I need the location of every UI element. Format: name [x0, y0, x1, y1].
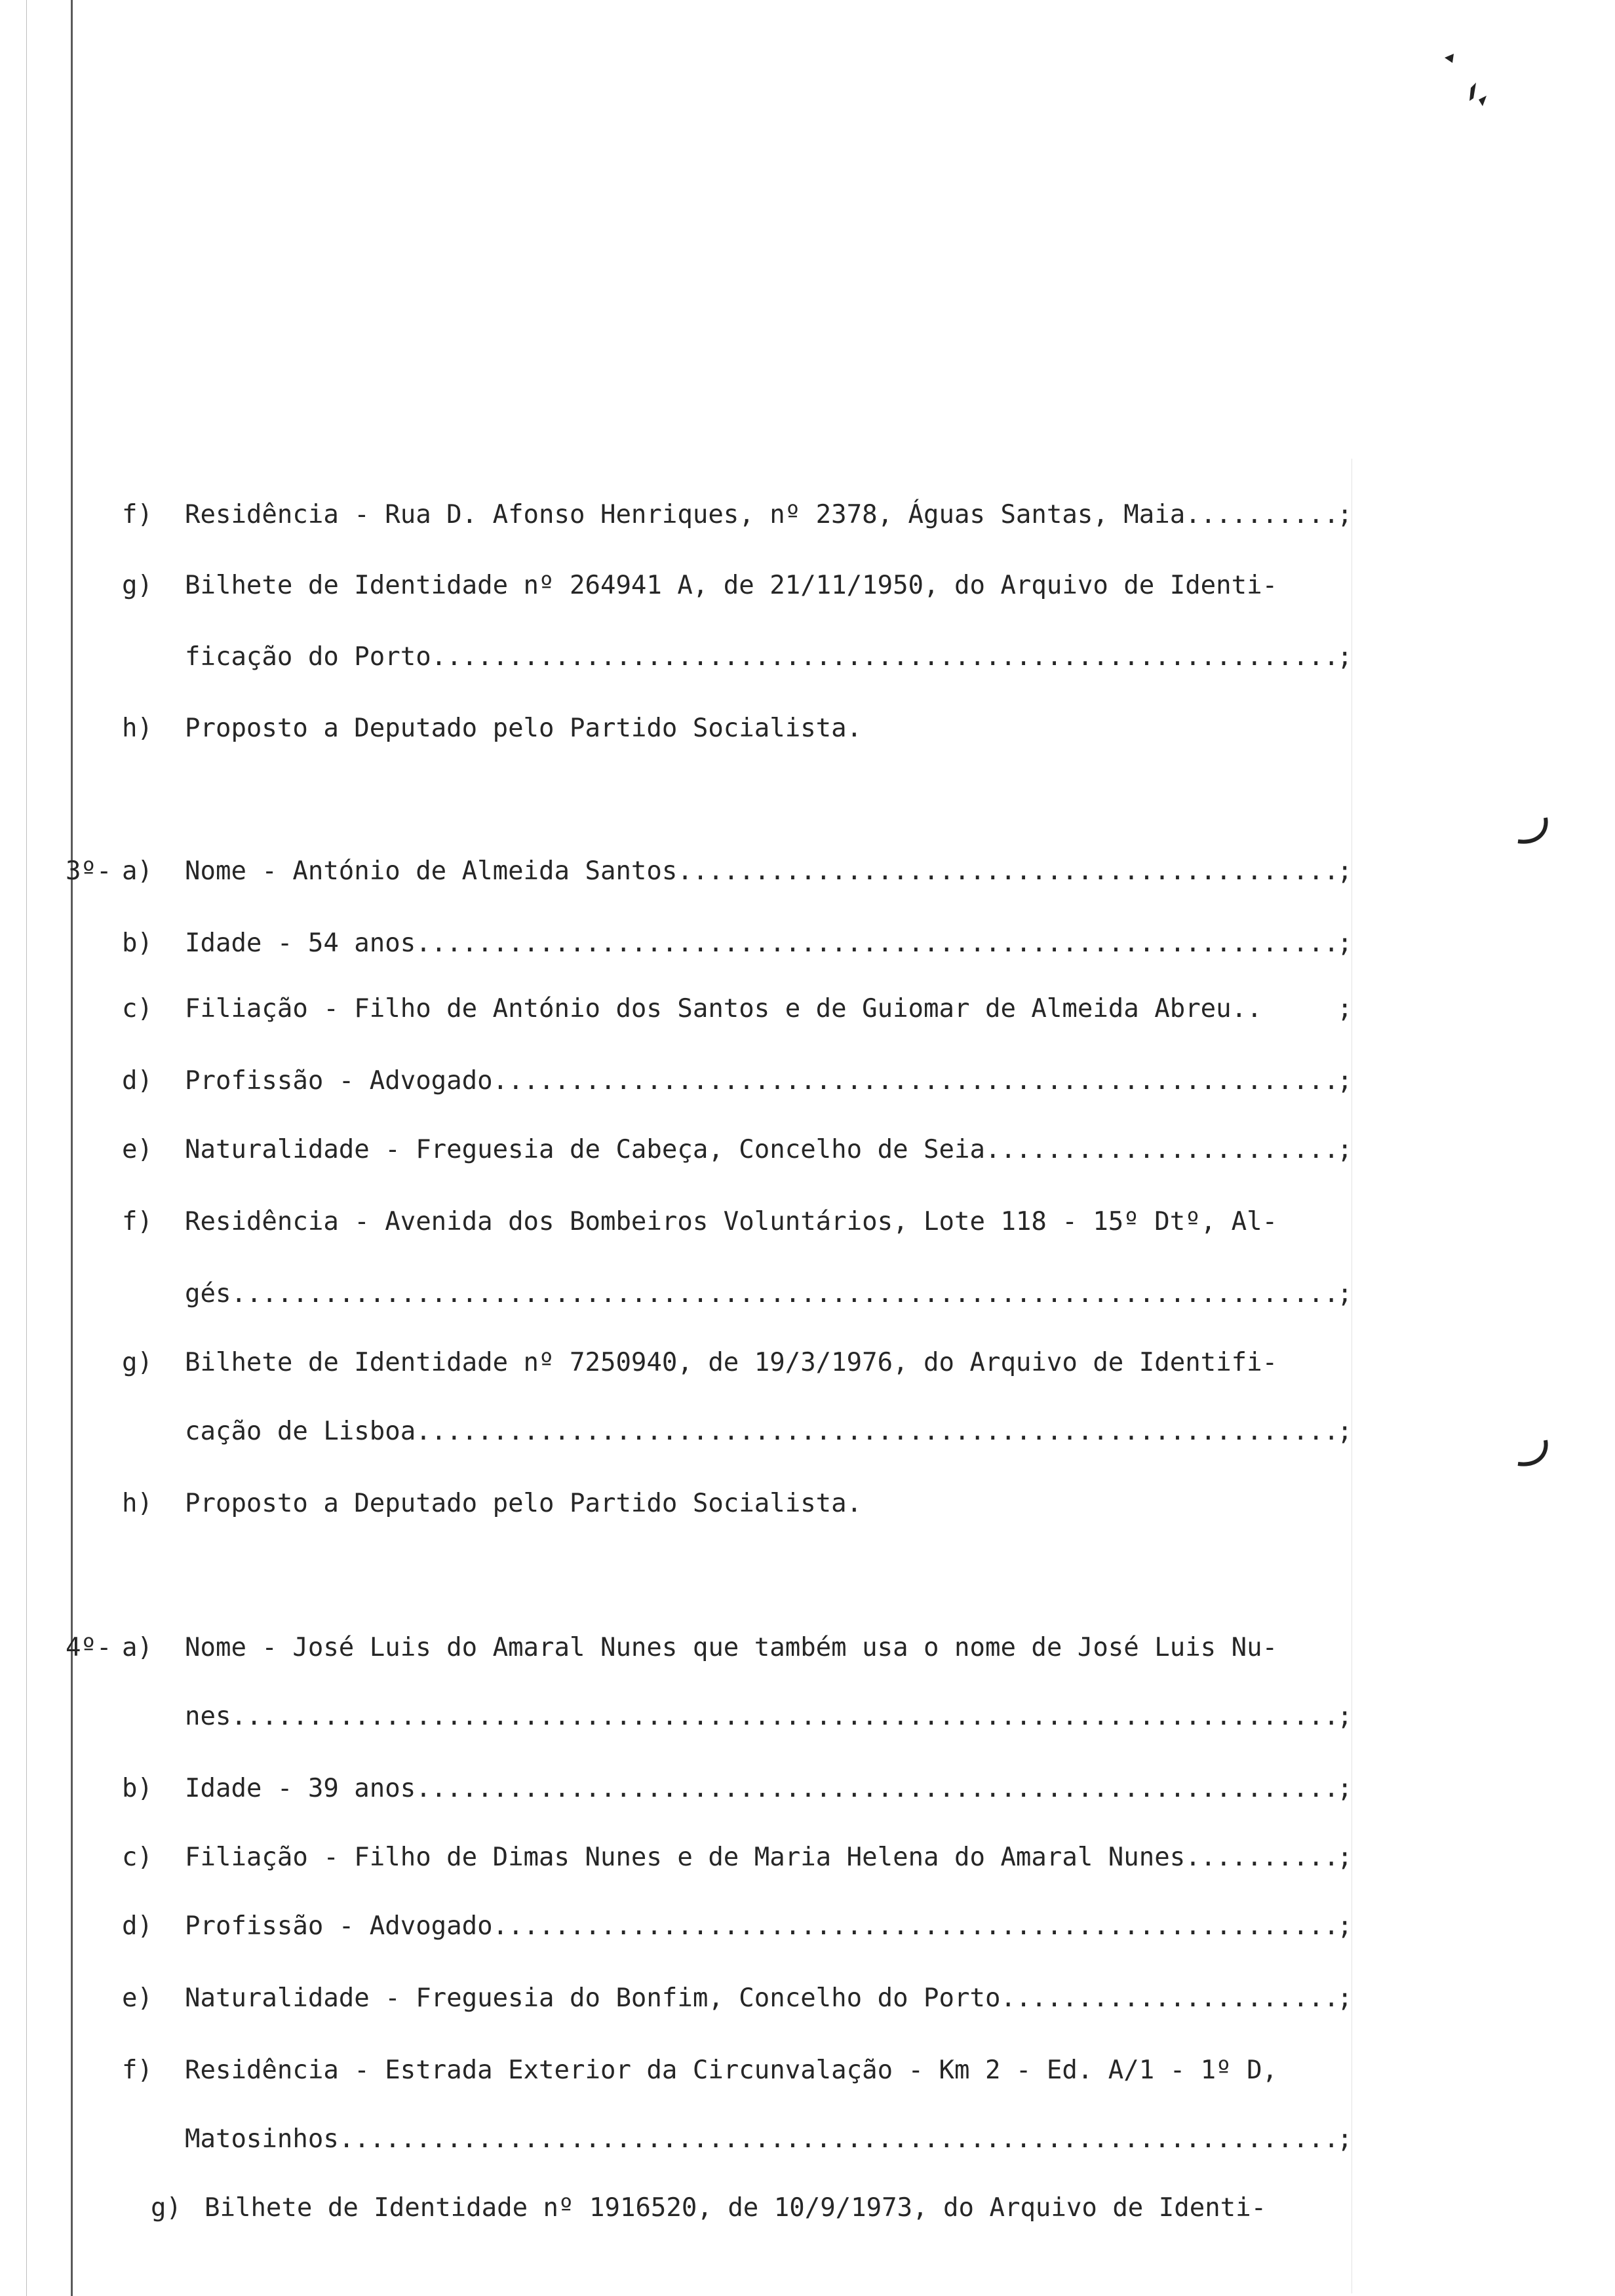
dot-leader [1185, 495, 1345, 535]
entry-letter: b) [122, 928, 153, 958]
entry-text: Matosinhos ..... [185, 2120, 1345, 2159]
entry-text: Residência - Estrada Exterior da Circunvalação - Km 2 - Ed. A/1 - 1º D, [185, 2056, 1278, 2085]
entry-letter: h) [122, 714, 153, 743]
entry-line [0, 1838, 1615, 1877]
dot-leader [493, 1062, 1345, 1101]
entry-line [0, 1412, 1615, 1451]
entry-letter: e) [122, 1135, 153, 1164]
line-terminator: ; [1337, 1702, 1353, 1731]
entry-letter: g) [151, 2193, 182, 2223]
line-terminator: ; [1337, 1135, 1353, 1164]
entry-text: gés ..... [185, 1274, 1345, 1314]
entry-line [0, 566, 1615, 605]
entry-letter: f) [122, 2056, 153, 2085]
entry-text: Residência - Avenida dos Bombeiros Voluntários, Lote 118 - 15º Dtº, Al- [185, 1207, 1278, 1236]
entry-text: ficação do Porto ..... [185, 638, 1345, 677]
entry-letter: h) [122, 1489, 153, 1518]
line-terminator: ; [1337, 1983, 1353, 2013]
entry-line [0, 852, 1615, 891]
entry-line [0, 1979, 1615, 2018]
entry-text: Filiação - Filho de António dos Santos e de Guiomar de Almeida Abreu.. [185, 994, 1262, 1024]
entry-number: 3º- [66, 856, 112, 886]
entry-text: cação de Lisboa ..... [185, 1412, 1345, 1451]
entry-text: Proposto a Deputado pelo Partido Socialista. [185, 1489, 863, 1518]
entry-text: Naturalidade - Freguesia do Bonfim, Concelho do Porto ..... [185, 1979, 1345, 2018]
entry-text: Bilhete de Identidade nº 264941 A, de 21/11/1950, do Arquivo de Identi- [185, 571, 1278, 600]
entry-text: Residência - Rua D. Afonso Henriques, nº 2378, Águas Santas, Maia ..... [185, 495, 1345, 535]
entry-text: Filiação - Filho de Dimas Nunes e de Maria Helena do Amaral Nunes ..... [185, 1838, 1345, 1877]
entry-line [0, 1202, 1615, 1242]
line-terminator: ; [1337, 994, 1353, 1024]
entry-line [0, 1769, 1615, 1808]
entry-letter: c) [122, 994, 153, 1024]
line-terminator: ; [1337, 856, 1353, 886]
dot-leader [1000, 1979, 1345, 2018]
line-terminator: ; [1337, 1066, 1353, 1096]
entry-line [0, 495, 1615, 535]
entry-line [0, 1130, 1615, 1170]
entry-text: Naturalidade - Freguesia de Cabeça, Concelho de Seia ..... [185, 1130, 1345, 1170]
scan-mark-curve-1 [1514, 813, 1553, 852]
dot-leader [231, 1697, 1345, 1736]
line-terminator: ; [1337, 1843, 1353, 1872]
entry-text: Bilhete de Identidade nº 1916520, de 10/9/1973, do Arquivo de Identi- [204, 2193, 1267, 2223]
dot-leader [416, 1412, 1345, 1451]
entry-letter: d) [122, 1066, 153, 1096]
dot-leader [677, 852, 1345, 891]
entry-letter: a) [122, 1633, 153, 1662]
dot-leader [416, 924, 1345, 963]
entry-text: Nome - António de Almeida Santos ..... [185, 852, 1345, 891]
entry-line [0, 2051, 1615, 2090]
entry-letter: e) [122, 1983, 153, 2013]
entry-letter: g) [122, 571, 153, 600]
entry-letter: b) [122, 1774, 153, 1803]
entry-letter: d) [122, 1911, 153, 1941]
entry-text: nes ..... [185, 1697, 1345, 1736]
dot-leader [493, 1907, 1345, 1946]
line-terminator: ; [1337, 1417, 1353, 1446]
entry-line [0, 924, 1615, 963]
line-terminator: ; [1337, 642, 1353, 672]
entry-line [0, 989, 1615, 1029]
entry-letter: f) [122, 500, 153, 529]
entry-line [0, 1343, 1615, 1383]
entry-text: Proposto a Deputado pelo Partido Socialista. [185, 714, 863, 743]
entry-text: Idade - 39 anos ..... [185, 1769, 1345, 1808]
entry-letter: f) [122, 1207, 153, 1236]
entry-line [0, 1907, 1615, 1946]
dot-leader [339, 2120, 1345, 2159]
entry-letter: c) [122, 1843, 153, 1872]
dot-leader [431, 638, 1345, 677]
entry-line [0, 2120, 1615, 2159]
dot-leader [985, 1130, 1345, 1170]
entry-text: Profissão - Advogado ..... [185, 1062, 1345, 1101]
entry-letter: g) [122, 1348, 153, 1377]
entry-line [0, 638, 1615, 677]
dot-leader [1185, 1838, 1345, 1877]
entry-line [0, 1628, 1615, 1668]
line-terminator: ; [1337, 500, 1353, 529]
entry-text: Idade - 54 anos ..... [185, 924, 1345, 963]
entry-text: Profissão - Advogado ..... [185, 1907, 1345, 1946]
entry-line [0, 2189, 1615, 2228]
entry-letter: a) [122, 856, 153, 886]
entry-line [0, 1697, 1615, 1736]
entry-line [0, 1062, 1615, 1101]
line-terminator: ; [1337, 928, 1353, 958]
dot-leader [416, 1769, 1345, 1808]
entry-text: Bilhete de Identidade nº 7250940, de 19/3/1976, do Arquivo de Identifi- [185, 1348, 1278, 1377]
scan-mark-top-right [1439, 50, 1492, 122]
entry-line [0, 1484, 1615, 1523]
line-terminator: ; [1337, 1911, 1353, 1941]
line-terminator: ; [1337, 2124, 1353, 2154]
entry-line [0, 709, 1615, 748]
line-terminator: ; [1337, 1774, 1353, 1803]
entry-text: Nome - José Luis do Amaral Nunes que também usa o nome de José Luis Nu- [185, 1633, 1278, 1662]
dot-leader [231, 1274, 1345, 1314]
entry-line [0, 1274, 1615, 1314]
entry-number: 4º- [66, 1633, 112, 1662]
line-terminator: ; [1337, 1279, 1353, 1309]
